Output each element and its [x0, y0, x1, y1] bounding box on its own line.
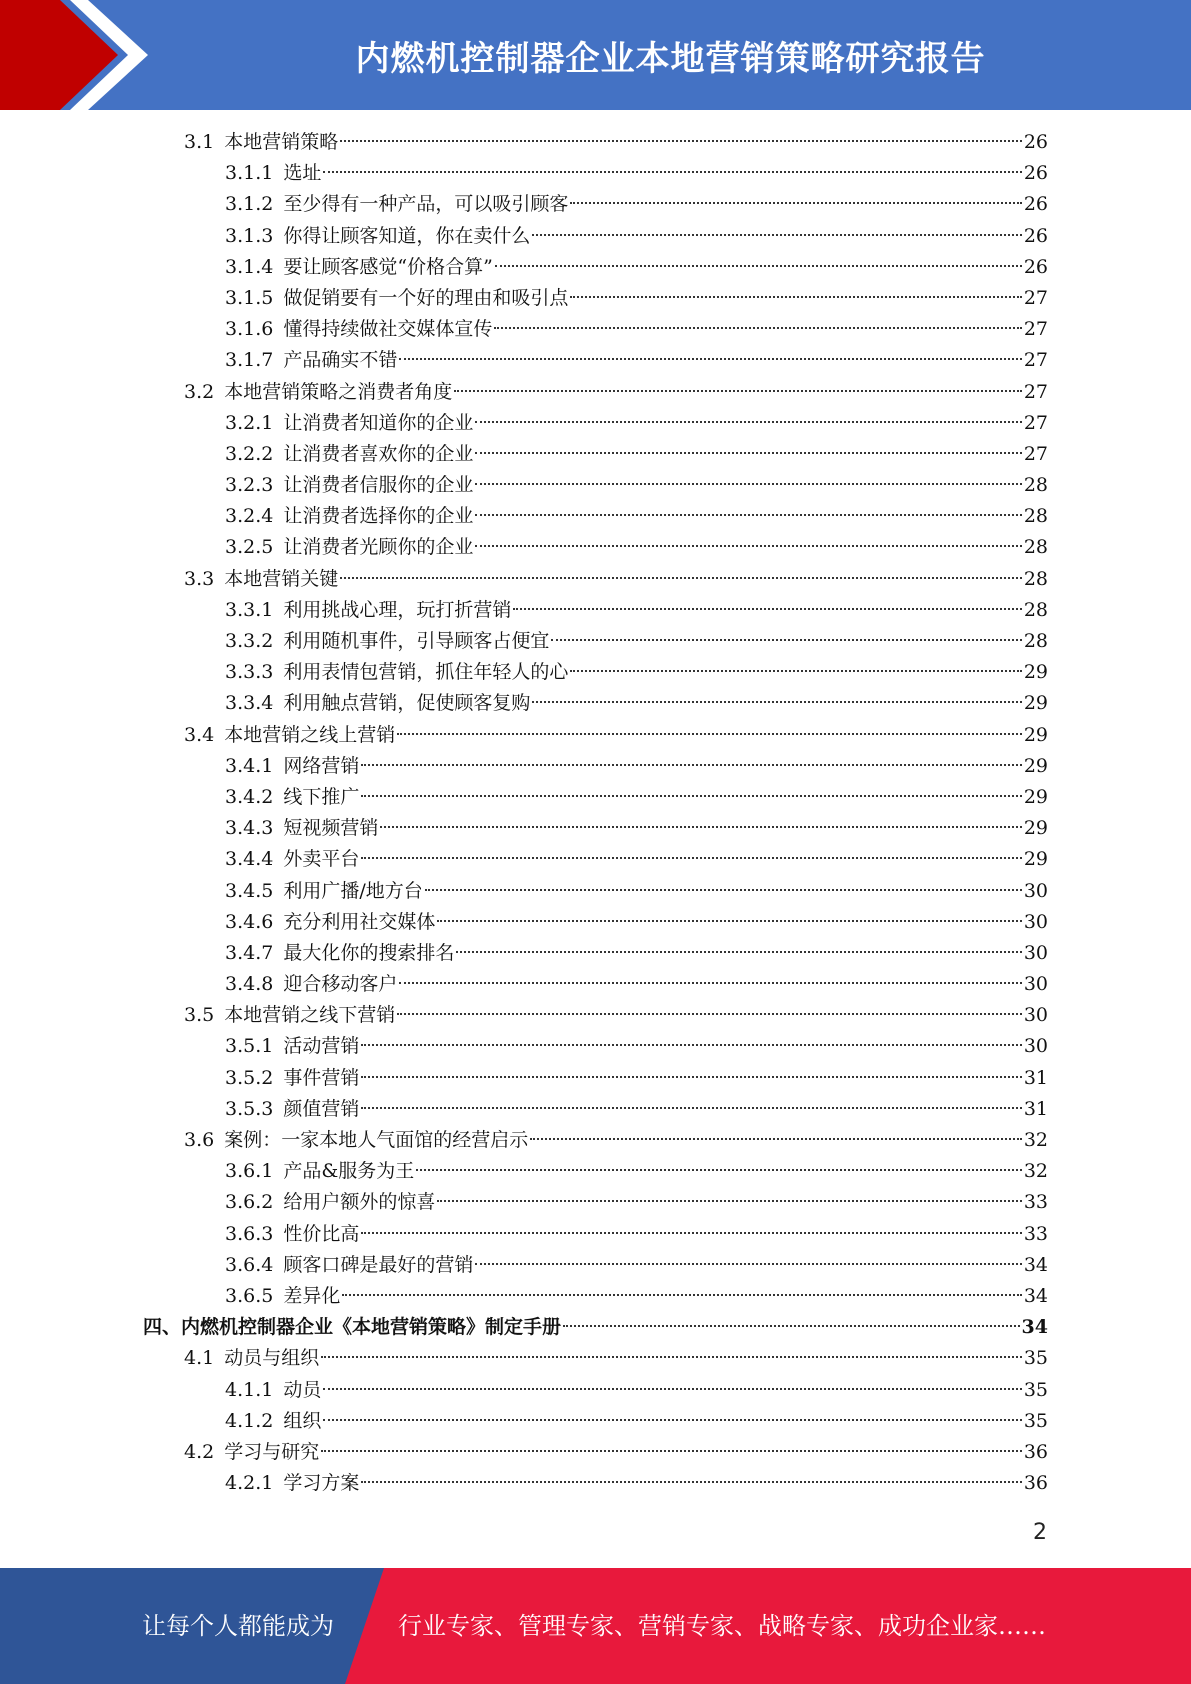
toc-entry-page: 27 — [1023, 442, 1048, 465]
toc-entry-title: 短视频营销 — [283, 817, 379, 840]
document-title: 内燃机控制器企业本地营销策略研究报告 — [355, 38, 986, 79]
toc-entry-title: 顾客口碑是最好的营销 — [283, 1253, 474, 1276]
toc-entry[interactable] — [225, 221, 1048, 252]
toc-dot-leader — [425, 889, 1022, 891]
toc-entry-page: 29 — [1023, 817, 1048, 840]
toc-entry-title: 四、内燃机控制器企业《本地营销策略》制定手册 — [143, 1316, 562, 1339]
toc-entry-page: 29 — [1023, 754, 1048, 777]
toc-dot-leader — [570, 670, 1021, 672]
toc-entry-number: 3.5.3 — [225, 1097, 274, 1120]
toc-entry-title: 懂得持续做社交媒体宣传 — [283, 318, 493, 341]
toc-dot-leader — [361, 1044, 1021, 1046]
toc-dot-leader — [551, 639, 1021, 641]
toc-entry-page: 29 — [1023, 723, 1048, 746]
toc-dot-leader — [437, 1200, 1021, 1202]
toc-entry-page: 29 — [1023, 848, 1048, 871]
toc-entry-number: 3.6.2 — [225, 1191, 274, 1214]
toc-entry-page: 33 — [1023, 1222, 1048, 1245]
toc-entry-page: 33 — [1023, 1191, 1048, 1214]
toc-entry-page: 30 — [1023, 1035, 1048, 1058]
toc-entry[interactable] — [225, 1219, 1048, 1250]
toc-entry-number: 3.4 — [184, 723, 215, 746]
toc-entry-title: 本地营销策略之消费者角度 — [224, 380, 453, 403]
toc-entry-number: 3.6.1 — [225, 1160, 274, 1183]
toc-entry-title: 充分利用社交媒体 — [283, 910, 436, 933]
toc-entry-title: 给用户额外的惊喜 — [283, 1191, 436, 1214]
toc-entry-number: 4.2.1 — [225, 1472, 274, 1495]
toc-dot-leader — [361, 1232, 1021, 1234]
toc-entry-title: 本地营销之线上营销 — [224, 723, 396, 746]
toc-entry[interactable] — [184, 1000, 1048, 1031]
toc-dot-leader — [340, 577, 1022, 579]
footer-slogan-right: 行业专家、管理专家、营销专家、战略专家、成功企业家…… — [398, 1612, 1046, 1640]
toc-entry-number: 3.1.1 — [225, 162, 274, 185]
toc-dot-leader — [475, 545, 1021, 547]
toc-entry[interactable] — [225, 813, 1048, 844]
toc-dot-leader — [532, 701, 1021, 703]
toc-entry-title: 线下推广 — [283, 785, 360, 808]
toc-entry-number: 3.6.5 — [225, 1284, 274, 1307]
toc-entry[interactable] — [225, 626, 1048, 657]
toc-entry-title: 至少得有一种产品，可以吸引顾客 — [283, 193, 569, 216]
toc-entry-number: 3.3 — [184, 567, 215, 590]
toc-dot-leader — [437, 920, 1021, 922]
toc-dot-leader — [321, 1450, 1022, 1452]
toc-entry-page: 34 — [1021, 1316, 1048, 1339]
toc-entry[interactable] — [225, 345, 1048, 376]
toc-entry-title: 外卖平台 — [283, 848, 360, 871]
toc-entry-page: 26 — [1023, 193, 1048, 216]
toc-dot-leader — [380, 826, 1021, 828]
toc-entry[interactable] — [225, 1094, 1048, 1125]
toc-entry-page: 27 — [1023, 318, 1048, 341]
toc-entry-title: 网络营销 — [283, 754, 360, 777]
toc-dot-leader — [361, 764, 1021, 766]
toc-entry[interactable] — [184, 720, 1048, 751]
toc-entry-page: 26 — [1023, 162, 1048, 185]
toc-entry-number: 3.4.2 — [225, 785, 274, 808]
toc-entry-page: 26 — [1023, 224, 1048, 247]
toc-entry-page: 31 — [1023, 1066, 1048, 1089]
toc-entry-number: 4.2 — [184, 1440, 215, 1463]
toc-entry[interactable] — [225, 782, 1048, 813]
toc-entry-title: 迎合移动客户 — [283, 973, 398, 996]
toc-entry[interactable] — [225, 252, 1048, 283]
toc-entry-title: 让消费者喜欢你的企业 — [283, 442, 474, 465]
toc-entry-number: 3.5 — [184, 1004, 215, 1027]
toc-entry[interactable] — [225, 408, 1048, 439]
toc-entry-page: 35 — [1023, 1409, 1048, 1432]
toc-entry[interactable] — [184, 1125, 1048, 1156]
toc-entry-number: 3.5.2 — [225, 1066, 274, 1089]
toc-dot-leader — [323, 1388, 1021, 1390]
toc-entry-page: 30 — [1023, 879, 1048, 902]
toc-entry-number: 3.2.3 — [225, 474, 274, 497]
toc-entry-number: 3.6 — [184, 1129, 215, 1151]
toc-entry[interactable] — [184, 1343, 1048, 1374]
toc-entry[interactable] — [225, 907, 1048, 938]
toc-dot-leader — [475, 483, 1021, 485]
toc-entry[interactable] — [225, 751, 1048, 782]
toc-entry-number: 3.2.4 — [225, 505, 274, 528]
toc-entry-number: 3.6.4 — [225, 1253, 274, 1276]
toc-entry-page: 30 — [1023, 1004, 1048, 1027]
toc-entry[interactable] — [225, 844, 1048, 875]
table-of-contents — [0, 127, 1191, 1499]
toc-entry-number: 3.3.2 — [225, 630, 274, 652]
toc-entry-page: 28 — [1023, 567, 1048, 590]
toc-entry[interactable] — [225, 470, 1048, 501]
toc-entry[interactable] — [225, 1156, 1048, 1187]
toc-dot-leader — [416, 1169, 1022, 1171]
toc-entry-title: 动员与组织 — [224, 1347, 320, 1370]
toc-entry-page: 27 — [1023, 380, 1048, 403]
toc-entry[interactable] — [225, 657, 1048, 688]
toc-entry-page: 36 — [1023, 1472, 1048, 1495]
toc-entry-title: 让消费者光顾你的企业 — [283, 536, 474, 559]
toc-entry-number: 3.4.8 — [225, 973, 274, 996]
toc-entry-title: 动员 — [283, 1378, 322, 1401]
toc-entry-number: 3.1.2 — [225, 193, 274, 216]
toc-entry-page: 34 — [1023, 1253, 1048, 1276]
toc-entry-title: 选址 — [283, 162, 322, 185]
toc-dot-leader — [361, 857, 1021, 859]
toc-entry-number: 3.5.1 — [225, 1035, 274, 1058]
toc-entry-page: 28 — [1023, 598, 1048, 621]
toc-entry[interactable] — [225, 1187, 1048, 1218]
toc-entry[interactable] — [225, 1375, 1048, 1406]
toc-dot-leader — [361, 1481, 1021, 1483]
toc-entry-page: 31 — [1023, 1097, 1048, 1120]
toc-entry[interactable] — [225, 595, 1048, 626]
toc-entry-page: 28 — [1023, 474, 1048, 497]
toc-dot-leader — [475, 514, 1021, 516]
toc-entry-title: 案例：一家本地人气面馆的经营启示 — [224, 1129, 529, 1151]
toc-entry-title: 利用广播/地方台 — [283, 879, 423, 902]
toc-dot-leader — [532, 234, 1021, 236]
toc-entry-title: 学习与研究 — [224, 1440, 320, 1463]
toc-dot-leader — [563, 1325, 1020, 1327]
toc-entry-title: 让消费者选择你的企业 — [283, 505, 474, 528]
toc-dot-leader — [323, 1419, 1021, 1421]
toc-entry-page: 27 — [1023, 349, 1048, 372]
page-number: 2 — [1033, 1520, 1047, 1545]
toc-dot-leader — [513, 608, 1021, 610]
toc-entry[interactable] — [184, 127, 1048, 158]
toc-entry-title: 让消费者知道你的企业 — [283, 411, 474, 434]
toc-entry-page: 30 — [1023, 910, 1048, 933]
toc-dot-leader — [342, 1294, 1021, 1296]
toc-entry-title: 利用触点营销，促使顾客复购 — [283, 692, 531, 715]
footer-slogan-left: 让每个人都能成为 — [142, 1612, 334, 1640]
toc-entry-title: 差异化 — [283, 1284, 341, 1307]
toc-entry-title: 要让顾客感觉“价格合算” — [283, 255, 493, 278]
toc-entry[interactable] — [225, 1281, 1048, 1312]
toc-entry[interactable] — [225, 1406, 1048, 1437]
toc-dot-leader — [361, 795, 1021, 797]
toc-entry-number: 3.3.4 — [225, 692, 274, 715]
toc-entry-page: 29 — [1023, 785, 1048, 808]
toc-entry-page: 32 — [1023, 1160, 1048, 1183]
toc-entry-title: 本地营销之线下营销 — [224, 1004, 396, 1027]
toc-entry[interactable] — [184, 377, 1048, 408]
toc-dot-leader — [570, 202, 1021, 204]
toc-dot-leader — [397, 733, 1022, 735]
toc-entry-page: 26 — [1023, 255, 1048, 278]
toc-entry[interactable] — [225, 1468, 1048, 1499]
toc-entry-title: 利用表情包营销，抓住年轻人的心 — [283, 661, 569, 684]
toc-entry[interactable] — [225, 1250, 1048, 1281]
toc-entry-title: 最大化你的搜索排名 — [283, 941, 455, 964]
toc-entry-number: 3.1 — [184, 131, 215, 153]
toc-dot-leader — [456, 951, 1021, 953]
toc-entry-number: 3.4.6 — [225, 910, 274, 933]
toc-entry-page: 27 — [1023, 286, 1048, 309]
toc-entry-title: 事件营销 — [283, 1066, 360, 1089]
toc-dot-leader — [475, 1263, 1021, 1265]
toc-entry-title: 组织 — [283, 1409, 322, 1432]
toc-entry-title: 做促销要有一个好的理由和吸引点 — [283, 286, 569, 309]
toc-entry[interactable] — [184, 564, 1048, 595]
toc-entry-number: 3.3.3 — [225, 661, 274, 684]
toc-entry-title: 活动营销 — [283, 1035, 360, 1058]
toc-entry-number: 3.4.3 — [225, 817, 274, 840]
toc-entry-number: 4.1.2 — [225, 1409, 274, 1432]
toc-dot-leader — [494, 327, 1021, 329]
toc-entry-number: 3.2.2 — [225, 442, 274, 465]
toc-entry[interactable] — [143, 1312, 1048, 1343]
toc-dot-leader — [361, 1076, 1021, 1078]
toc-dot-leader — [454, 390, 1022, 392]
toc-entry-page: 35 — [1023, 1347, 1048, 1370]
toc-entry-number: 3.4.7 — [225, 941, 274, 964]
toc-entry-number: 3.2.1 — [225, 411, 274, 434]
toc-entry-number: 3.3.1 — [225, 598, 274, 621]
toc-entry-number: 3.6.3 — [225, 1222, 274, 1245]
toc-entry[interactable] — [225, 283, 1048, 314]
toc-entry-page: 30 — [1023, 973, 1048, 996]
toc-entry-title: 利用挑战心理，玩打折营销 — [283, 598, 512, 621]
toc-entry[interactable] — [184, 1437, 1048, 1468]
toc-entry-title: 学习方案 — [283, 1472, 360, 1495]
toc-entry[interactable] — [225, 688, 1048, 719]
toc-entry-page: 27 — [1023, 411, 1048, 434]
toc-entry-number: 3.1.4 — [225, 255, 274, 278]
toc-entry-page: 28 — [1023, 630, 1048, 652]
toc-entry-page: 29 — [1023, 661, 1048, 684]
toc-entry-page: 28 — [1023, 505, 1048, 528]
toc-entry-number: 4.1 — [184, 1347, 215, 1370]
toc-entry[interactable] — [225, 938, 1048, 969]
toc-entry-number: 3.1.5 — [225, 286, 274, 309]
toc-dot-leader — [570, 296, 1021, 298]
toc-entry-number: 3.2 — [184, 380, 215, 403]
toc-dot-leader — [361, 1107, 1021, 1109]
toc-entry-page: 36 — [1023, 1440, 1048, 1463]
toc-entry-number: 3.4.4 — [225, 848, 274, 871]
footer-bar — [0, 1568, 1191, 1684]
toc-entry-number: 3.2.5 — [225, 536, 274, 559]
toc-dot-leader — [530, 1138, 1022, 1140]
toc-dot-leader — [495, 265, 1022, 267]
toc-dot-leader — [321, 1356, 1022, 1358]
toc-dot-leader — [399, 982, 1021, 984]
toc-entry[interactable] — [225, 158, 1048, 189]
toc-dot-leader — [475, 452, 1021, 454]
toc-entry-page: 30 — [1023, 941, 1048, 964]
toc-entry-number: 3.4.1 — [225, 754, 274, 777]
toc-entry[interactable] — [225, 532, 1048, 563]
toc-entry-page: 35 — [1023, 1378, 1048, 1401]
toc-entry-title: 产品确实不错 — [283, 349, 398, 372]
toc-entry-title: 产品&服务为王 — [283, 1160, 415, 1183]
toc-entry[interactable] — [225, 314, 1048, 345]
toc-dot-leader — [475, 421, 1021, 423]
toc-entry-title: 本地营销关键 — [224, 567, 339, 590]
toc-dot-leader — [397, 1013, 1022, 1015]
toc-entry-page: 29 — [1023, 692, 1048, 715]
toc-dot-leader — [340, 140, 1022, 142]
toc-entry[interactable] — [225, 501, 1048, 532]
toc-entry-page: 26 — [1023, 131, 1048, 153]
chevron-arrow-icon — [0, 0, 160, 110]
toc-entry[interactable] — [225, 1031, 1048, 1062]
toc-entry-page: 32 — [1023, 1129, 1048, 1151]
toc-dot-leader — [399, 358, 1021, 360]
toc-entry-page: 28 — [1023, 536, 1048, 559]
toc-entry-page: 34 — [1023, 1284, 1048, 1307]
toc-entry-title: 性价比高 — [283, 1222, 360, 1245]
toc-entry-title: 本地营销策略 — [224, 131, 339, 153]
toc-entry-number: 3.1.7 — [225, 349, 274, 372]
toc-entry[interactable] — [225, 189, 1048, 220]
toc-entry[interactable] — [225, 876, 1048, 907]
header-bar — [0, 0, 1191, 110]
toc-entry-number: 3.4.5 — [225, 879, 274, 902]
toc-entry[interactable] — [225, 1063, 1048, 1094]
toc-entry-title: 让消费者信服你的企业 — [283, 474, 474, 497]
toc-entry-number: 3.1.6 — [225, 318, 274, 341]
toc-entry[interactable] — [225, 969, 1048, 1000]
toc-entry-title: 利用随机事件，引导顾客占便宜 — [283, 630, 550, 652]
toc-entry-title: 你得让顾客知道，你在卖什么 — [283, 224, 531, 247]
toc-entry-number: 3.1.3 — [225, 224, 274, 247]
toc-entry-title: 颜值营销 — [283, 1097, 360, 1120]
toc-entry[interactable] — [225, 439, 1048, 470]
toc-entry-number: 4.1.1 — [225, 1378, 274, 1401]
toc-dot-leader — [323, 171, 1021, 173]
